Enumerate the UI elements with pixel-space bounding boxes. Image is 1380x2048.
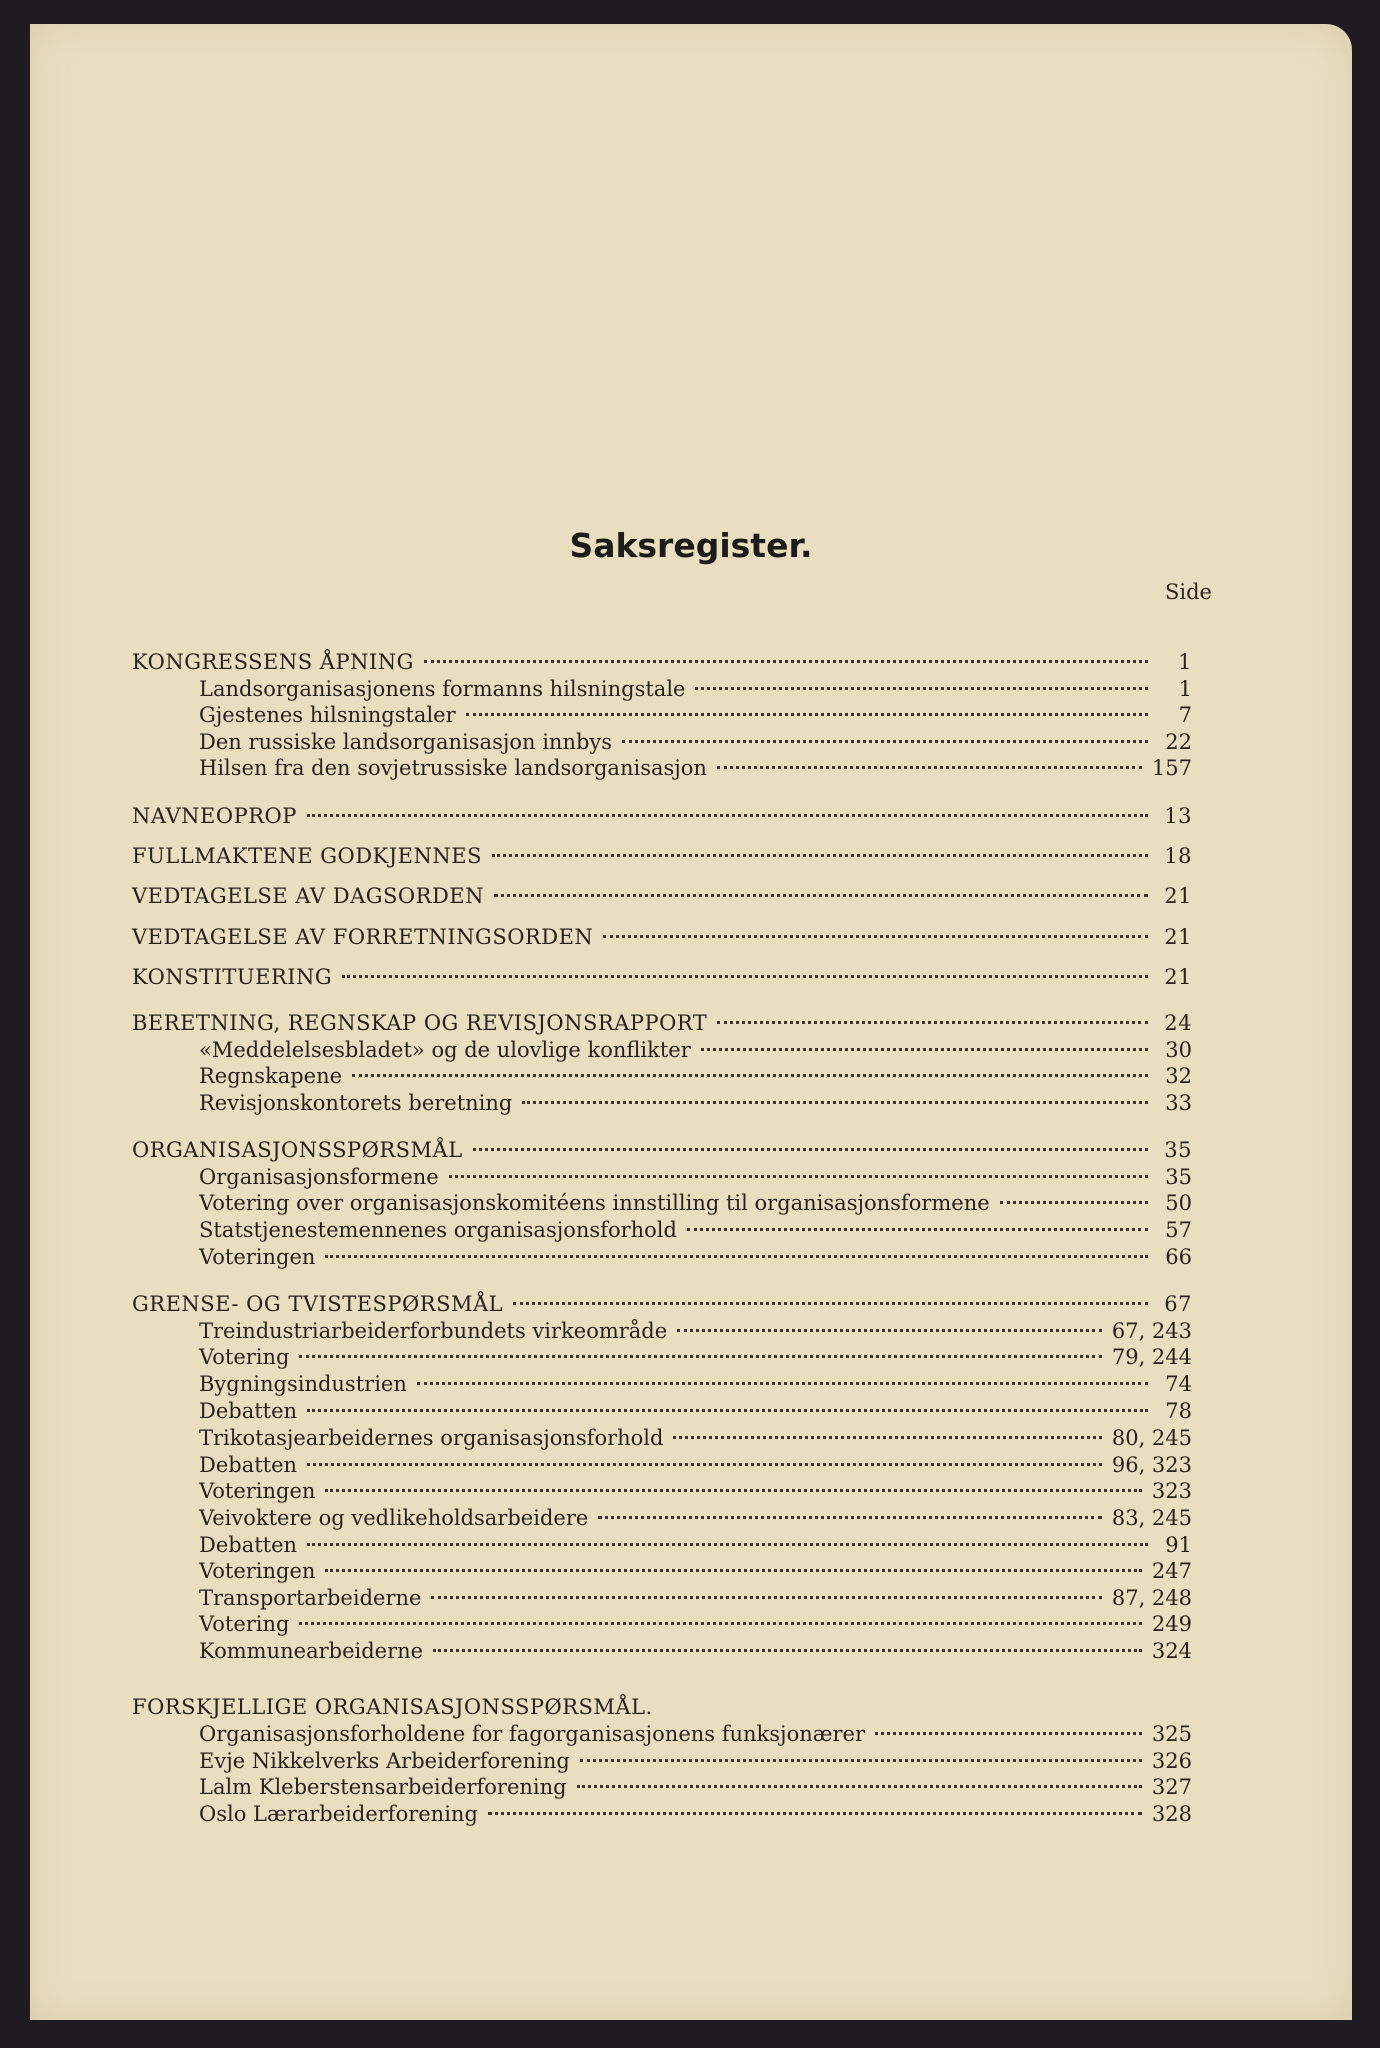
index-entry-label: Evje Nikkelverks Arbeiderforening — [199, 1749, 570, 1773]
subject-index — [132, 24, 1192, 2020]
dot-leader — [492, 854, 1148, 857]
dot-leader — [695, 687, 1148, 690]
dot-leader — [598, 1516, 1102, 1519]
index-entry-label: Voteringen — [199, 1479, 316, 1503]
index-entry — [132, 1370, 1192, 1398]
index-entry-page: 18 — [1164, 844, 1192, 868]
index-entry — [132, 1773, 1192, 1801]
index-entry-label: VEDTAGELSE AV DAGSORDEN — [132, 884, 484, 908]
index-entry-label: Bygningsindustrien — [199, 1372, 407, 1396]
index-entry-page: 328 — [1151, 1802, 1192, 1826]
dot-leader — [577, 1785, 1142, 1788]
index-entry — [132, 1343, 1192, 1371]
index-entry — [132, 1062, 1192, 1090]
index-entry-page: 91 — [1165, 1533, 1192, 1557]
index-entry-page: 79, 244 — [1111, 1345, 1192, 1369]
index-entry-page: 35 — [1164, 1138, 1192, 1162]
index-entry-page: 21 — [1164, 965, 1192, 989]
dot-leader — [701, 1048, 1148, 1051]
index-entry-label: Organisasjonsforholdene for fagorganisasjonens funksjonærer — [199, 1722, 865, 1746]
index-entry-label: FORSKJELLIGE ORGANISASJONSSPØRSMÅL. — [132, 1695, 653, 1719]
index-entry — [132, 1009, 1192, 1037]
index-entry-label: BERETNING, REGNSKAP OG REVISJONSRAPPORT — [132, 1011, 708, 1035]
index-entry-label: Den russiske landsorganisasjon innbys — [199, 730, 613, 754]
index-entry-page: 1 — [1178, 677, 1192, 701]
index-entry-page: 157 — [1151, 756, 1192, 780]
dot-leader — [622, 740, 1148, 743]
index-entry-label: Oslo Lærarbeiderforening — [199, 1802, 478, 1826]
dot-leader — [307, 1543, 1148, 1546]
index-entry-label: GRENSE- OG TVISTESPØRSMÅL — [132, 1292, 504, 1316]
index-entry-page: 324 — [1151, 1639, 1192, 1663]
index-entry — [132, 1610, 1192, 1638]
dot-leader — [431, 1596, 1101, 1599]
dot-leader — [677, 1329, 1102, 1332]
side-column-label: Side — [1165, 580, 1212, 604]
index-entry — [132, 963, 1192, 991]
index-entry — [132, 1504, 1192, 1532]
dot-leader — [325, 1255, 1148, 1258]
index-entry — [132, 1693, 1192, 1721]
index-entry-page: 80, 245 — [1111, 1426, 1192, 1450]
index-entry — [132, 701, 1192, 729]
dot-leader — [513, 1302, 1148, 1305]
dot-leader — [433, 1649, 1142, 1652]
index-entry-label: Debatten — [199, 1533, 298, 1557]
index-entry-label: Hilsen fra den sovjetrussiske landsorganisasjon — [199, 756, 707, 780]
index-entry-page: 78 — [1165, 1399, 1192, 1423]
index-entry — [132, 1136, 1192, 1164]
index-entry — [132, 1720, 1192, 1748]
index-entry-label: Voteringen — [199, 1245, 316, 1269]
index-entry-page: 326 — [1151, 1749, 1192, 1773]
index-entry-page: 21 — [1164, 925, 1192, 949]
index-entry-label: VEDTAGELSE AV FORRETNINGSORDEN — [132, 925, 594, 949]
index-entry-label: Votering — [199, 1612, 290, 1636]
index-entry-page: 323 — [1151, 1479, 1192, 1503]
dot-leader — [325, 1569, 1141, 1572]
index-entry — [132, 882, 1192, 910]
dot-leader — [307, 1463, 1102, 1466]
index-entry-label: Gjestenes hilsningstaler — [199, 703, 456, 727]
index-entry-page: 247 — [1151, 1559, 1192, 1583]
index-entry-page: 87, 248 — [1111, 1586, 1192, 1610]
dot-leader — [1000, 1201, 1148, 1204]
index-entry — [132, 648, 1192, 676]
index-entry — [132, 1290, 1192, 1318]
index-entry-page: 13 — [1164, 804, 1192, 828]
index-entry-label: Debatten — [199, 1399, 298, 1423]
dot-leader — [307, 814, 1148, 817]
index-entry-page: 57 — [1165, 1218, 1192, 1242]
dot-leader — [673, 1436, 1101, 1439]
index-entry — [132, 1451, 1192, 1479]
dot-leader — [717, 1021, 1148, 1024]
index-entry-label: Treindustriarbeiderforbundets virkeområde — [199, 1319, 668, 1343]
index-entry-label: ORGANISASJONSSPØRSMÅL — [132, 1138, 463, 1162]
index-entry — [132, 1637, 1192, 1665]
index-entry — [132, 1747, 1192, 1775]
dot-leader — [473, 1148, 1148, 1151]
index-entry-label: Transportarbeiderne — [199, 1586, 422, 1610]
index-entry — [132, 1531, 1192, 1559]
index-entry-page: 50 — [1165, 1191, 1192, 1215]
dot-leader — [342, 975, 1148, 978]
index-entry — [132, 802, 1192, 830]
index-entry — [132, 1036, 1192, 1064]
index-entry — [132, 1424, 1192, 1452]
index-entry — [132, 1317, 1192, 1345]
index-entry-label: Organisasjonsformene — [199, 1165, 439, 1189]
index-entry-label: Statstjenestemennenes organisasjonsforhold — [199, 1218, 677, 1242]
dot-leader — [307, 1409, 1148, 1412]
index-entry-label: Regnskapene — [199, 1064, 343, 1088]
dot-leader — [325, 1489, 1141, 1492]
page-title: Saksregister. — [569, 526, 813, 565]
index-entry-label: Landsorganisasjonens formanns hilsningstale — [199, 677, 686, 701]
index-entry-page: 67, 243 — [1111, 1319, 1192, 1343]
index-entry-label: NAVNEOPROP — [132, 804, 297, 828]
index-entry — [132, 1800, 1192, 1828]
index-entry-label: «Meddelelsesbladet» og de ulovlige konflikter — [199, 1038, 691, 1062]
dot-leader — [417, 1382, 1148, 1385]
index-entry-label: Debatten — [199, 1453, 298, 1477]
index-entry-page: 32 — [1165, 1064, 1192, 1088]
index-entry-page: 74 — [1165, 1372, 1192, 1396]
dot-leader — [466, 713, 1148, 716]
index-entry-label: Veivoktere og vedlikeholdsarbeidere — [199, 1506, 589, 1530]
dot-leader — [449, 1175, 1148, 1178]
index-entry — [132, 842, 1192, 870]
index-entry — [132, 728, 1192, 756]
index-entry — [132, 675, 1192, 703]
index-entry-page: 325 — [1151, 1722, 1192, 1746]
index-entry — [132, 1557, 1192, 1585]
index-entry — [132, 1189, 1192, 1217]
index-entry-label: KONGRESSENS ÅPNING — [132, 650, 414, 674]
dot-leader — [522, 1101, 1148, 1104]
index-entry-page: 1 — [1178, 650, 1192, 674]
dot-leader — [687, 1228, 1148, 1231]
index-entry-label: Lalm Kleberstensarbeiderforening — [199, 1775, 567, 1799]
dot-leader — [352, 1074, 1148, 1077]
index-entry-page: 24 — [1164, 1011, 1192, 1035]
dot-leader — [299, 1622, 1141, 1625]
index-entry-page: 33 — [1165, 1091, 1192, 1115]
index-entry-page: 249 — [1151, 1612, 1192, 1636]
index-entry-page: 83, 245 — [1111, 1506, 1192, 1530]
index-entry-label: Revisjonskontorets beretning — [199, 1091, 513, 1115]
index-entry-page: 30 — [1165, 1038, 1192, 1062]
dot-leader — [580, 1759, 1142, 1762]
index-entry — [132, 1584, 1192, 1612]
dot-leader — [424, 660, 1148, 663]
index-entry-label: Votering — [199, 1345, 290, 1369]
index-entry-label: Votering over organisasjonskomitéens innstilling til organisasjonsformene — [199, 1191, 990, 1215]
document-page — [30, 24, 1352, 2020]
index-entry — [132, 1243, 1192, 1271]
index-entry-page: 96, 323 — [1111, 1453, 1192, 1477]
dot-leader — [603, 935, 1148, 938]
index-entry-label: Kommunearbeiderne — [199, 1639, 424, 1663]
index-entry — [132, 923, 1192, 951]
index-entry — [132, 1397, 1192, 1425]
index-entry-page: 35 — [1165, 1165, 1192, 1189]
index-entry — [132, 1163, 1192, 1191]
index-entry-label: KONSTITUERING — [132, 965, 333, 989]
index-entry-page: 7 — [1178, 703, 1192, 727]
dot-leader — [488, 1812, 1142, 1815]
index-entry — [132, 754, 1192, 782]
index-entry-page: 21 — [1164, 884, 1192, 908]
index-entry-label: FULLMAKTENE GODKJENNES — [132, 844, 482, 868]
dot-leader — [494, 894, 1148, 897]
index-entry-label: Trikotasjearbeidernes organisasjonsforhold — [199, 1426, 664, 1450]
index-entry-label: Voteringen — [199, 1559, 316, 1583]
index-entry-page: 67 — [1164, 1292, 1192, 1316]
index-entry-page: 22 — [1165, 730, 1192, 754]
index-entry-page: 66 — [1165, 1245, 1192, 1269]
index-entry — [132, 1477, 1192, 1505]
dot-leader — [299, 1355, 1101, 1358]
index-entry-page: 327 — [1151, 1775, 1192, 1799]
index-entry — [132, 1089, 1192, 1117]
index-entry — [132, 1216, 1192, 1244]
dot-leader — [717, 766, 1142, 769]
dot-leader — [875, 1732, 1142, 1735]
